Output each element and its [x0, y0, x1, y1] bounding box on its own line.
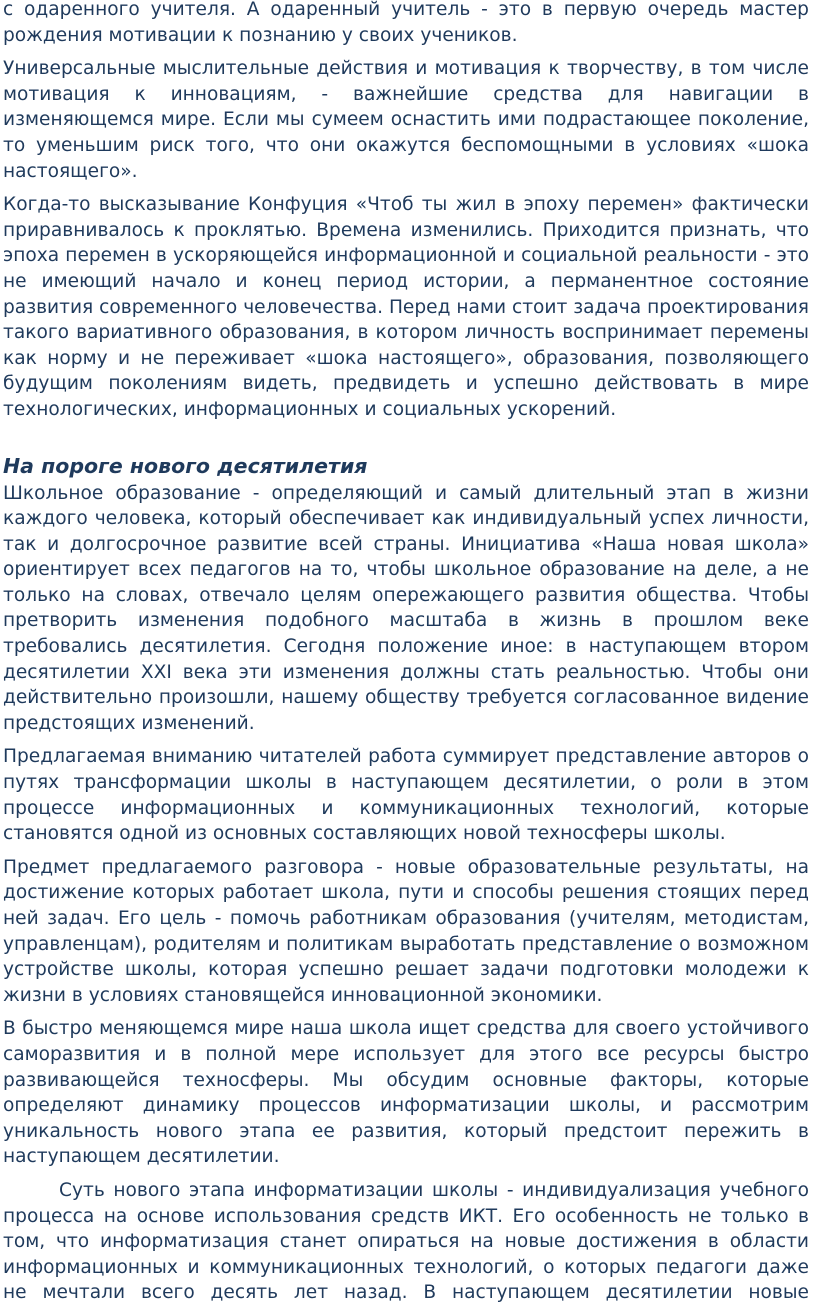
paragraph-subject-of-discussion: Предмет предлагаемого разговора - новые образовательные результаты, на достижение которых работает школа, пути и способы решения стоящих перед ней задач. Его цель - помочь работникам образования (учителям, методистам, управленцам), родителям и политикам выработать представление о возможном устройстве школы, которая успешно решает задачи подготовки молодежи к жизни в условиях становящейся инновационной экономики. — [3, 856, 809, 1006]
section-heading: На пороге нового десятилетия — [3, 453, 368, 478]
paragraph-thinking-skills: Универсальные мыслительные действия и мотивация к творчеству, в том числе мотивация к инновациям, - важнейшие средства для навигации в изменяющемся мире. Если мы сумеем оснастить ими подрастающее поколение, то уменьшим риск того, что они окажутся беспомощными в условиях «шока настоящего». — [3, 58, 809, 182]
paragraph-proposed-work: Предлагаемая вниманию читателей работа суммирует представление авторов о путях трансформации школы в наступающем десятилетии, о роли в этом процессе информационных и коммуникационных технологий, которые становятся одной из основных составляющих новой техносферы школы. — [3, 746, 809, 845]
paragraph-era-of-change: Когда-то высказывание Конфуция «Чтоб ты жил в эпоху перемен» фактически приравнивалось к проклятью. Времена изменились. Приходится признать, что эпоха перемен в ускоряющейся информационной и социальной реальности - это не имеющий начало и конец период истории, а перманентное состояние развития современного человечества. Перед нами стоит задача проектирования такого вариативного образования, в котором личность воспринимает перемены как норму и не переживает «шока настоящего», образования, позволяющего будущим поколениям видеть, предвидеть и успешно действовать в мире технологических, информационных и социальных ускорений. — [3, 194, 809, 420]
paragraph-new-stage-essence: Суть нового этапа информатизации школы - индивидуализация учебного процесса на основе использования средств ИКТ. Его особенность не только в том, что информатизация станет опираться на новые достижения в области информационных и коммуникационных технологий, о которых педагоги даже не мечтали всего десять лет назад. В наступающем десятилетии новые — [3, 1179, 809, 1304]
paragraph-continued-from-previous-page: с одаренного учителя. А одаренный учитель - это в первую очередь мастер рождения мотивации к познанию у своих учеников. — [3, 0, 809, 46]
paragraph-changing-world: В быстро меняющемся мире наша школа ищет средства для своего устойчивого саморазвития и в полной мере использует для этого все ресурсы быстро развивающейся техносферы. Мы обсудим основные факторы, которые определяют динамику процессов информатизации школы, и рассмотрим уникальность нового этапа ее развития, который предстоит пережить в наступающем десятилетии. — [3, 1018, 809, 1168]
paragraph-school-education: Школьное образование - определяющий и самый длительный этап в жизни каждого человека, который обеспечивает как индивидуальный успех личности, так и долгосрочное развитие всей страны. Инициатива «Наша новая школа» ориентирует всех педагогов на то, чтобы школьное образование на деле, а не только на словах, отвечало целям опережающего развития общества. Чтобы претворить изменения подобного масштаба в жизнь в прошлом веке требовались десятилетия. Сегодня положение иное: в наступающем втором десятилетии XXI века эти изменения должны стать реальностью. Чтобы они действительно произошли, нашему обществу требуется согласованное видение предстоящих изменений. — [3, 482, 809, 734]
